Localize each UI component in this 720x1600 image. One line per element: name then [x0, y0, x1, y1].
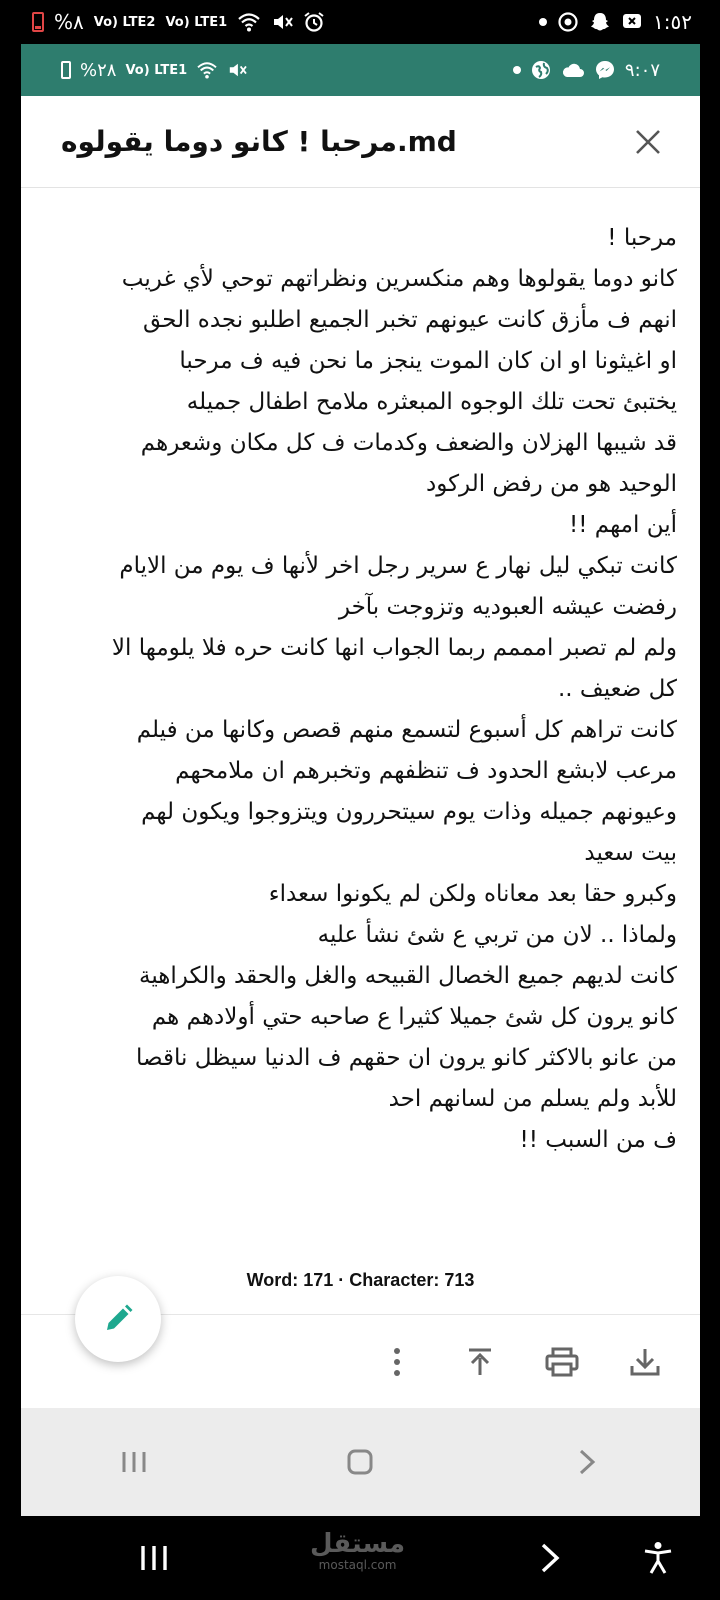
- close-icon[interactable]: [628, 122, 668, 162]
- inner-battery-level: %٢٨: [80, 59, 117, 81]
- document-line: من عانو بالاكثر كانو يرون ان حقهم ف الدنيا سيظل ناقصا: [136, 1045, 677, 1071]
- inner-recent-apps-button[interactable]: [104, 1432, 164, 1492]
- inner-sim-signal: Vo) LTE1: [125, 62, 188, 78]
- messenger-icon: [594, 59, 616, 81]
- recent-apps-icon: [120, 1449, 148, 1475]
- battery-icon: [32, 12, 44, 32]
- inner-status-left: [61, 60, 247, 81]
- inner-navigation-bar: [21, 1408, 700, 1516]
- upload-icon: [466, 1347, 494, 1377]
- print-button[interactable]: [542, 1342, 582, 1382]
- more-vertical-icon: [392, 1347, 402, 1377]
- inner-back-button[interactable]: [557, 1432, 617, 1492]
- document-line: وكبرو حقا بعد معاناه ولكن لم يكونوا سعداء: [268, 881, 677, 907]
- outer-battery-level: %٨: [54, 10, 84, 34]
- more-options-button[interactable]: [377, 1342, 417, 1382]
- inner-status-right: [513, 59, 660, 81]
- document-line: للأبد ولم يسلم من لسانهم احد: [388, 1086, 677, 1112]
- wifi-icon: [237, 12, 261, 32]
- recent-apps-icon: [138, 1543, 170, 1573]
- document-line: كانت تراهم كل أسبوع لتسمع منهم قصص وكانها من فيلم: [136, 717, 677, 743]
- document-line: الوحيد هو من رفض الركود: [425, 471, 677, 497]
- download-button[interactable]: [625, 1342, 665, 1382]
- notification-dot-icon: [539, 18, 547, 26]
- document-line: بيت سعيد: [584, 840, 677, 866]
- outer-status-left: [32, 10, 325, 34]
- document-line: ف من السبب !!: [519, 1127, 677, 1153]
- inner-clock: ٩:٠٧: [624, 59, 660, 81]
- inner-status-bar: [21, 44, 700, 96]
- message-close-icon: [621, 11, 643, 33]
- chevron-right-icon: [539, 1542, 561, 1574]
- inner-notification-dot-icon: [513, 66, 521, 74]
- outer-sim1-signal: Vo) LTE2: [93, 14, 156, 30]
- cloud-icon: [561, 61, 585, 79]
- document-line: او اغيثونا او ان كان الموت ينجز ما نحن فيه ف مرحبا: [179, 348, 677, 374]
- home-icon: [346, 1448, 374, 1476]
- outer-back-button[interactable]: [520, 1528, 580, 1588]
- document-line: كانت تبكي ليل نهار ع سرير رجل اخر لأنها ف يوم من الايام: [119, 553, 677, 579]
- document-header: [21, 96, 700, 188]
- document-line: كانو دوما يقولوها وهم منكسرين ونظراتهم توحي لأي غريب: [121, 266, 677, 292]
- inner-wifi-icon: [196, 61, 218, 79]
- word-character-count: Word: 171 · Character: 713: [246, 1270, 475, 1290]
- document-line: قد شيبها الهزلان والضعف وكدمات ف كل مكان وشعرهم: [140, 430, 677, 456]
- document-line: انهم ف مأزق كانت عيونهم تخبر الجميع اطلبو نجده الحق: [143, 307, 677, 333]
- document-title: مرحبا ! كانو دوما يقولوه.md: [61, 125, 457, 158]
- document-line: يختبئ تحت تلك الوجوه المبعثره ملامح اطفال جميله: [186, 389, 677, 415]
- watermark: [310, 1530, 405, 1572]
- alarm-icon: [303, 11, 325, 33]
- document-line: مرحبا !: [607, 225, 677, 251]
- accessibility-icon: [642, 1541, 674, 1575]
- document-line: وعيونهم جميله وذات يوم سيتحررون ويتزوجوا ويكون لهم: [141, 799, 677, 825]
- target-icon: [557, 11, 579, 33]
- document-line: ولم لم تصبر امممم ربما الجواب انها كانت حره فلا يلومها الا: [111, 635, 677, 661]
- watermark-arabic: مستقل: [310, 1529, 406, 1559]
- accessibility-button[interactable]: [628, 1528, 688, 1588]
- app-screen: [21, 44, 700, 1516]
- outer-clock: ١:٥٢: [653, 10, 692, 34]
- document-line: ولماذا .. لان من تربي ع شئ نشأ عليه: [317, 922, 677, 948]
- document-line: كل ضعيف ..: [558, 676, 677, 702]
- document-line: كانو يرون كل شئ جميلا كثيرا ع صاحبه حتي أولادهم هم: [151, 1004, 677, 1030]
- pencil-icon: [101, 1302, 135, 1336]
- inner-battery-icon: [61, 61, 71, 79]
- chevron-right-icon: [577, 1448, 597, 1476]
- document-line: رفضت عيشه العبوديه وتزوجت بآخر: [338, 594, 677, 620]
- document-body: [21, 188, 700, 1161]
- mute-icon: [271, 12, 293, 32]
- document-line: أين امهم !!: [569, 512, 677, 538]
- outer-status-right: [539, 10, 692, 34]
- outer-navigation-bar: [0, 1516, 720, 1600]
- outer-status-bar: [0, 0, 720, 44]
- print-icon: [545, 1347, 579, 1377]
- watermark-latin: mostaql.com: [318, 1558, 397, 1572]
- inner-home-button[interactable]: [330, 1432, 390, 1492]
- outer-sim2-signal: Vo) LTE1: [165, 14, 228, 30]
- outer-recent-apps-button[interactable]: [124, 1528, 184, 1588]
- document-line: مرعب لابشع الحدود ف تنظفهم وتخبرهم ان ملامحهم: [175, 758, 677, 784]
- inner-mute-icon: [227, 61, 247, 79]
- document-line: كانت لديهم جميع الخصال القبيحه والغل والحقد والكراهية: [139, 963, 677, 989]
- edit-button[interactable]: [75, 1276, 161, 1362]
- globe-icon: [530, 59, 552, 81]
- snapchat-icon: [589, 11, 611, 33]
- download-icon: [629, 1347, 661, 1377]
- share-button[interactable]: [460, 1342, 500, 1382]
